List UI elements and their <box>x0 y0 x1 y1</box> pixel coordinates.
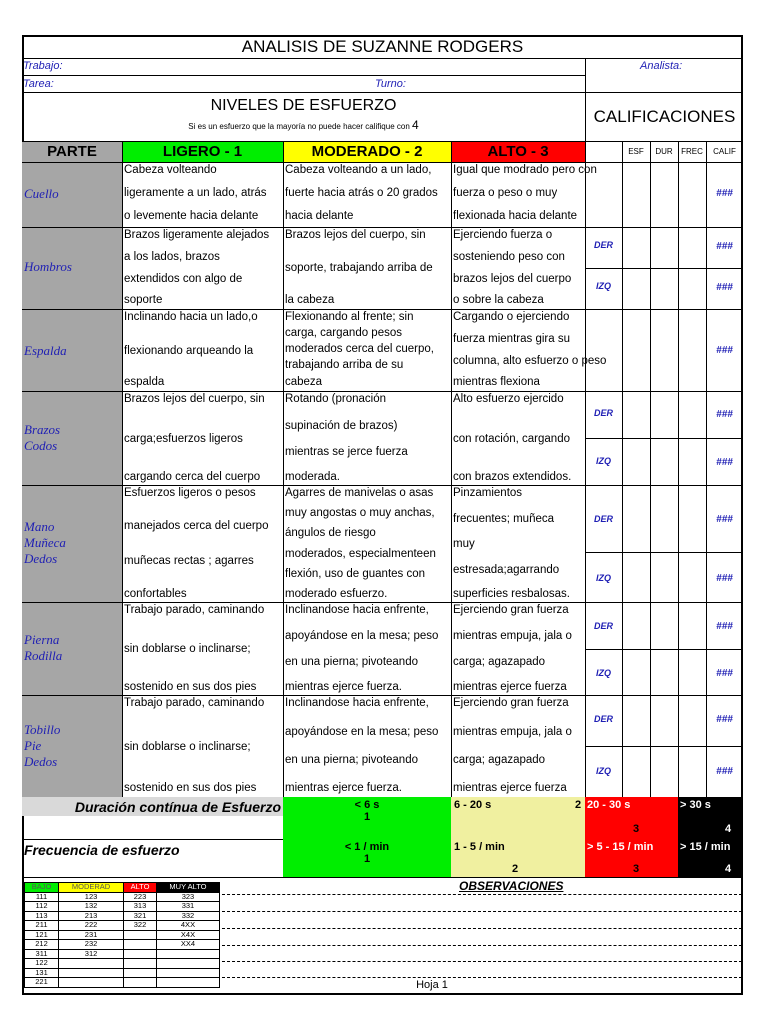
table-cell <box>59 959 124 969</box>
hombros-alto-line: Ejerciendo fuerza o <box>453 229 553 241</box>
frecuencia-num-1: 1 <box>363 853 371 865</box>
col-divider <box>283 142 284 797</box>
duracion-range-2: 6 - 20 s <box>454 799 492 811</box>
duracion-level-1 <box>283 797 451 839</box>
table-row <box>25 940 220 950</box>
table-cell: 211 <box>25 921 59 931</box>
table-row <box>25 959 220 969</box>
frecuencia-range-4: > 15 / min <box>680 841 731 853</box>
combinations-header-row <box>25 883 220 893</box>
col-divider <box>451 142 452 797</box>
espalda-alto-line: fuerza mientras gira su <box>453 333 570 345</box>
table-cell: 132 <box>59 902 124 912</box>
table-row <box>25 911 220 921</box>
table-cell <box>156 959 219 969</box>
calif-value: ### <box>716 345 733 356</box>
der-label: DER <box>593 714 613 724</box>
frecuencia-range-1: < 1 / min <box>344 841 390 853</box>
niveles-title: NIVELES DE ESFUERZO <box>210 97 397 114</box>
cuello-moderado-line: hacia delante <box>285 210 354 222</box>
table-cell <box>124 978 157 988</box>
ligero-header: LIGERO - 1 <box>122 142 283 162</box>
brazos-ligero-line: Brazos lejos del cuerpo, sin <box>124 393 265 405</box>
calif-value: ### <box>716 621 733 632</box>
pierna-alto-line: mientras ejerce fuerza <box>453 681 567 693</box>
pierna-ligero-line: Trabajo parado, caminando <box>124 604 265 616</box>
tobillo-moderado-line: en una pierna; pivoteando <box>285 754 418 766</box>
table-cell: 122 <box>25 959 59 969</box>
table-cell: X4X <box>156 930 219 940</box>
observaciones-line <box>222 977 742 978</box>
calif-value: ### <box>716 282 733 293</box>
frecuencia-num-3: 3 <box>633 863 640 875</box>
brazos-alto-line: Alto esfuerzo ejercido <box>453 393 564 405</box>
izq-label: IZQ <box>596 766 611 776</box>
split-divider <box>585 438 743 439</box>
alto-header: ALTO - 3 <box>451 142 585 162</box>
espalda-alto-line: Cargando o ejerciendo <box>453 311 570 323</box>
frecuencia-level-1 <box>283 839 451 877</box>
frecuencia-level-3 <box>585 839 678 877</box>
mano-ligero-line: Esfuerzos ligeros o pesos <box>124 487 256 499</box>
calif-value: ### <box>716 668 733 679</box>
part-brazos-codos: Brazos Codos <box>24 422 61 453</box>
der-label: DER <box>593 514 613 524</box>
hombros-ligero-line: extendidos con algo de <box>124 273 243 285</box>
hombros-moderado-line: soporte, trabajando arriba de <box>285 262 433 274</box>
izq-label: IZQ <box>596 668 611 678</box>
pierna-ligero-line: sin doblarse o inclinarse; <box>124 643 251 655</box>
table-cell: 313 <box>124 902 157 912</box>
table-cell <box>59 968 124 978</box>
der-label: DER <box>593 621 613 631</box>
divider <box>22 58 743 59</box>
izq-label: IZQ <box>596 456 611 466</box>
brazos-moderado-line: supinación de brazos) <box>285 420 398 432</box>
duracion-level-3 <box>585 797 678 839</box>
table-cell: 4XX <box>156 921 219 931</box>
frecuencia-range-3: > 5 - 15 / min <box>587 841 654 853</box>
izq-label: IZQ <box>596 281 611 291</box>
parte-header: PARTE <box>22 142 122 162</box>
calificaciones-title: CALIFICACIONES <box>593 107 736 126</box>
hombros-moderado-line: Brazos lejos del cuerpo, sin <box>285 229 426 241</box>
pierna-moderado-line: mientras ejerce fuerza. <box>285 681 402 693</box>
brazos-alto-line: con brazos extendidos. <box>453 471 572 483</box>
hombros-ligero-line: a los lados, brazos <box>124 251 220 263</box>
part-hombros: Hombros <box>24 259 72 274</box>
table-cell: 112 <box>25 902 59 912</box>
frecuencia-range-2: 1 - 5 / min <box>454 841 505 853</box>
table-cell: 231 <box>59 930 124 940</box>
calif-value: ### <box>716 241 733 252</box>
part-mano-muneca-dedos: Mano Muñeca Dedos <box>24 519 66 566</box>
combinations-header-bajo: BAJO <box>25 883 59 893</box>
tobillo-moderado-line: mientras ejerce fuerza. <box>285 782 402 794</box>
table-cell: 131 <box>25 968 59 978</box>
mano-alto-line: muy <box>453 538 475 550</box>
frecuencia-level-4 <box>678 839 743 877</box>
espalda-moderado-line: trabajando arriba de su <box>285 359 404 371</box>
table-cell <box>156 949 219 959</box>
split-divider <box>585 552 743 553</box>
espalda-alto-line: columna, alto esfuerzo o peso <box>453 355 607 367</box>
table-cell: 232 <box>59 940 124 950</box>
table-cell <box>59 978 124 988</box>
mano-ligero-line: muñecas rectas ; agarres <box>124 555 254 567</box>
observaciones-line <box>222 894 742 895</box>
table-cell: 321 <box>124 911 157 921</box>
part-pierna-rodilla: Pierna Rodilla <box>24 632 63 663</box>
frecuencia-num-4: 4 <box>725 863 732 875</box>
esf-header: ESF <box>628 147 644 156</box>
page-title: ANALISIS DE SUZANNE RODGERS <box>241 37 524 56</box>
duracion-range-3: 20 - 30 s <box>587 799 631 811</box>
trabajo-label: Trabajo: <box>23 60 63 72</box>
cuello-ligero-line: ligeramente a un lado, atrás <box>124 187 267 199</box>
hombros-moderado-line: la cabeza <box>285 294 335 306</box>
pierna-alto-line: Ejerciendo gran fuerza <box>453 604 569 616</box>
table-cell: 331 <box>156 902 219 912</box>
calif-value: ### <box>716 573 733 584</box>
mano-ligero-line: manejados cerca del cuerpo <box>124 520 269 532</box>
moderado-header: MODERADO - 2 <box>283 142 451 162</box>
col-divider <box>622 142 623 797</box>
tobillo-alto-line: Ejerciendo gran fuerza <box>453 697 569 709</box>
table-cell <box>124 959 157 969</box>
hombros-ligero-line: Brazos ligeramente alejados <box>124 229 270 241</box>
espalda-moderado-line: moderados cerca del cuerpo, <box>285 343 434 355</box>
part-cuello: Cuello <box>24 186 59 201</box>
espalda-moderado-line: cabeza <box>285 376 323 388</box>
table-cell: 111 <box>25 892 59 902</box>
espalda-alto-line: mientras flexiona <box>453 376 540 388</box>
combinations-table <box>24 882 220 988</box>
frecuencia-num-2: 2 <box>512 863 519 875</box>
cuello-alto-line: flexionada hacia delante <box>453 210 578 222</box>
calif-value: ### <box>716 188 733 199</box>
hombros-ligero-line: soporte <box>124 294 163 306</box>
brazos-moderado-line: moderada. <box>285 471 340 483</box>
divider <box>22 877 743 878</box>
divider <box>22 75 585 76</box>
table-row <box>25 921 220 931</box>
table-cell <box>124 930 157 940</box>
observaciones-line <box>222 961 742 962</box>
combinations-header-moderado: MODERAD <box>59 883 124 893</box>
dur-header: DUR <box>655 147 673 156</box>
split-divider <box>585 746 743 747</box>
pierna-ligero-line: sostenido en sus dos pies <box>124 681 257 693</box>
cuello-ligero-line: o levemente hacia delante <box>124 210 259 222</box>
tobillo-moderado-line: apoyándose en la mesa; peso <box>285 726 439 738</box>
cuello-moderado-line: Cabeza volteando a un lado, <box>285 164 432 176</box>
espalda-moderado-line: Flexionando al frente; sin <box>285 311 414 323</box>
izq-label: IZQ <box>596 573 611 583</box>
mano-ligero-line: confortables <box>124 588 187 600</box>
duracion-level-4 <box>678 797 743 839</box>
frecuencia-label: Frecuencia de esfuerzo <box>24 842 180 858</box>
table-cell: 212 <box>25 940 59 950</box>
brazos-moderado-line: mientras se jerce fuerza <box>285 446 408 458</box>
cuello-alto-line: Igual que modrado pero con <box>453 164 597 176</box>
hombros-alto-line: sosteniendo peso con <box>453 251 565 263</box>
tobillo-ligero-line: Trabajo parado, caminando <box>124 697 265 709</box>
duracion-num-3: 3 <box>633 823 640 835</box>
niveles-note-number: 4 <box>412 118 419 132</box>
observaciones-line <box>222 945 742 946</box>
niveles-note <box>22 118 585 134</box>
tarea-label: Tarea: <box>23 78 54 90</box>
tobillo-alto-line: mientras ejerce fuerza <box>453 782 567 794</box>
espalda-ligero-line: espalda <box>124 376 165 388</box>
duracion-label: Duración contínua de Esfuerzo <box>74 799 281 815</box>
tobillo-alto-line: carga; agazapado <box>453 754 546 766</box>
table-cell: 121 <box>25 930 59 940</box>
table-row <box>25 978 220 988</box>
split-divider <box>585 649 743 650</box>
mano-alto-line: Pinzamientos <box>453 487 523 499</box>
brazos-moderado-line: Rotando (pronación <box>285 393 387 405</box>
der-label: DER <box>593 408 613 418</box>
combinations-header-muy-alto: MUY ALTO <box>156 883 219 893</box>
table-cell: 323 <box>156 892 219 902</box>
duracion-num-2: 2 <box>575 799 582 811</box>
table-cell: 312 <box>59 949 124 959</box>
calif-value: ### <box>716 457 733 468</box>
hombros-alto-line: brazos lejos del cuerpo <box>453 273 572 285</box>
table-cell: 221 <box>25 978 59 988</box>
table-row <box>25 930 220 940</box>
table-cell <box>124 940 157 950</box>
calif-value: ### <box>716 514 733 525</box>
split-divider <box>585 268 743 269</box>
brazos-ligero-line: carga;esfuerzos ligeros <box>124 433 243 445</box>
col-divider <box>678 142 679 797</box>
table-cell: XX4 <box>156 940 219 950</box>
table-cell: 332 <box>156 911 219 921</box>
pierna-alto-line: carga; agazapado <box>453 656 546 668</box>
pierna-moderado-line: Inclinandose hacia enfrente, <box>285 604 429 616</box>
table-row <box>25 902 220 912</box>
table-cell <box>156 978 219 988</box>
calif-value: ### <box>716 766 733 777</box>
part-espalda: Espalda <box>24 343 67 358</box>
frecuencia-level-2 <box>451 839 585 877</box>
table-cell <box>124 968 157 978</box>
table-cell: 113 <box>25 911 59 921</box>
calif-value: ### <box>716 714 733 725</box>
observaciones-title: OBSERVACIONES <box>459 879 564 893</box>
analista-label: Analista: <box>640 60 683 72</box>
duracion-num-1: 1 <box>363 811 371 823</box>
pierna-moderado-line: apoyándose en la mesa; peso <box>285 630 439 642</box>
cuello-ligero-line: Cabeza volteando <box>124 164 217 176</box>
espalda-ligero-line: Inclinando hacia un lado,o <box>124 311 258 323</box>
cuello-moderado-line: fuerte hacia atrás o 20 grados <box>285 187 438 199</box>
mano-moderado-line: muy angostas o muy anchas, <box>285 507 435 519</box>
tobillo-alto-line: mientras empuja, jala o <box>453 726 572 738</box>
brazos-ligero-line: cargando cerca del cuerpo <box>124 471 261 483</box>
niveles-note-text: Si es un esfuerzo que la mayoría no puede hacer califique con <box>188 122 410 131</box>
table-cell <box>124 949 157 959</box>
observaciones-line <box>222 911 742 912</box>
mano-alto-line: frecuentes; muñeca <box>453 513 555 525</box>
duracion-level-2 <box>451 797 585 839</box>
frec-header: FREC <box>681 147 703 156</box>
table-cell: 222 <box>59 921 124 931</box>
pierna-moderado-line: en una pierna; pivoteando <box>285 656 418 668</box>
table-row <box>25 949 220 959</box>
col-divider <box>650 142 651 797</box>
der-label: DER <box>593 240 613 250</box>
mano-alto-line: superficies resbalosas. <box>453 588 570 600</box>
tobillo-ligero-line: sin doblarse o inclinarse; <box>124 741 251 753</box>
mano-moderado-line: ángulos de riesgo <box>285 527 376 539</box>
pierna-alto-line: mientras empuja, jala o <box>453 630 572 642</box>
table-cell <box>156 968 219 978</box>
mano-alto-line: estresada;agarrando <box>453 564 560 576</box>
table-cell: 311 <box>25 949 59 959</box>
table-row <box>25 968 220 978</box>
mano-moderado-line: moderados, especialmenteen <box>285 548 436 560</box>
duracion-num-4: 4 <box>725 823 732 835</box>
part-tobillo-pie-dedos: Tobillo Pie Dedos <box>24 722 61 769</box>
hombros-alto-line: o sobre la cabeza <box>453 294 544 306</box>
observaciones-line <box>222 928 742 929</box>
divider <box>22 92 743 93</box>
mano-moderado-line: Agarres de manivelas o asas <box>285 487 434 499</box>
divider <box>585 58 586 92</box>
espalda-moderado-line: carga, cargando pesos <box>285 327 402 339</box>
mano-moderado-line: moderado esfuerzo. <box>285 588 388 600</box>
table-cell: 223 <box>124 892 157 902</box>
duracion-range-4: > 30 s <box>680 799 711 811</box>
table-cell: 213 <box>59 911 124 921</box>
sheet-label: Hoja 1 <box>416 979 448 991</box>
cuello-alto-line: fuerza o peso o muy <box>453 187 558 199</box>
table-row <box>25 892 220 902</box>
calif-header: CALIF <box>713 147 736 156</box>
espalda-ligero-line: flexionando arqueando la <box>124 345 254 357</box>
col-divider <box>122 142 123 797</box>
turno-label: Turno: <box>375 78 406 90</box>
mano-moderado-line: flexión, uso de guantes con <box>285 568 426 580</box>
table-cell: 123 <box>59 892 124 902</box>
calif-value: ### <box>716 409 733 420</box>
brazos-alto-line: con rotación, cargando <box>453 433 570 445</box>
duracion-range-1: < 6 s <box>354 799 380 811</box>
tobillo-ligero-line: sostenido en sus dos pies <box>124 782 257 794</box>
combinations-header-alto: ALTO <box>124 883 157 893</box>
tobillo-moderado-line: Inclinandose hacia enfrente, <box>285 697 429 709</box>
table-cell: 322 <box>124 921 157 931</box>
